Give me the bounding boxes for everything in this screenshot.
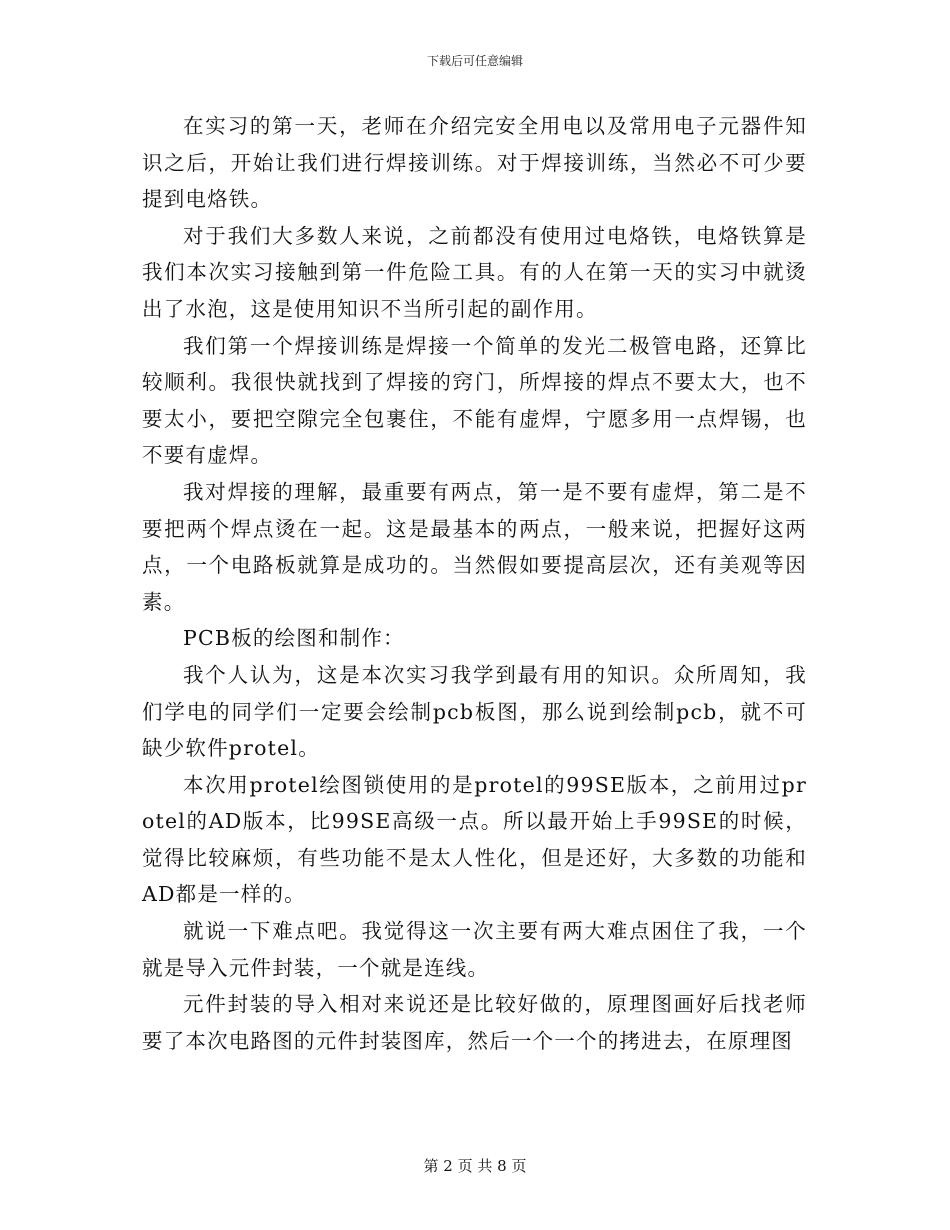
paragraph: 我对焊接的理解，最重要有两点，第一是不要有虚焊，第二是不要把两个焊点烫在一起。这是最基本的两点，一般来说，把握好这两点，一个电路板就算是成功的。当然假如要提高层次，还有美观等因素。 <box>142 479 807 614</box>
paragraph: 我们第一个焊接训练是焊接一个简单的发光二极管电路，还算比较顺利。我很快就找到了焊接的窍门，所焊接的焊点不要太大，也不要太小，要把空隙完全包裹住，不能有虚焊，宁愿多用一点焊锡，也不要有虚焊。 <box>142 333 807 468</box>
paragraph: 我个人认为，这是本次实习我学到最有用的知识。众所周知，我们学电的同学们一定要会绘制pcb板图，那么说到绘制pcb，就不可缺少软件protel。 <box>142 662 807 761</box>
paragraph: 就说一下难点吧。我觉得这一次主要有两大难点困住了我，一个就是导入元件封装，一个就是连线。 <box>142 919 807 980</box>
page-header: 下载后可任意编辑 <box>426 54 523 68</box>
section-heading: PCB板的绘图和制作： <box>183 626 405 651</box>
page-number: 第 2 页 共 8 页 <box>423 1157 527 1175</box>
paragraph: 本次用protel绘图锁使用的是protel的99SE版本，之前用过protel的AD版本，比99SE高级一点。所以最开始上手99SE的时候，觉得比较麻烦，有些功能不是太人性化，但是还好，大多数的功能和AD都是一样的。 <box>142 772 807 907</box>
paragraph: 对于我们大多数人来说，之前都没有使用过电烙铁，电烙铁算是我们本次实习接触到第一件危险工具。有的人在第一天的实习中就烫出了水泡，这是使用知识不当所引起的副作用。 <box>142 223 807 321</box>
paragraph: 元件封装的导入相对来说还是比较好做的，原理图画好后找老师要了本次电路图的元件封装图库，然后一个一个的拷进去，在原理图 <box>142 992 807 1053</box>
paragraph: 在实习的第一天，老师在介绍完安全用电以及常用电子元器件知识之后，开始让我们进行焊接训练。对于焊接训练，当然必不可少要提到电烙铁。 <box>142 114 807 212</box>
document-body <box>142 108 807 1059</box>
